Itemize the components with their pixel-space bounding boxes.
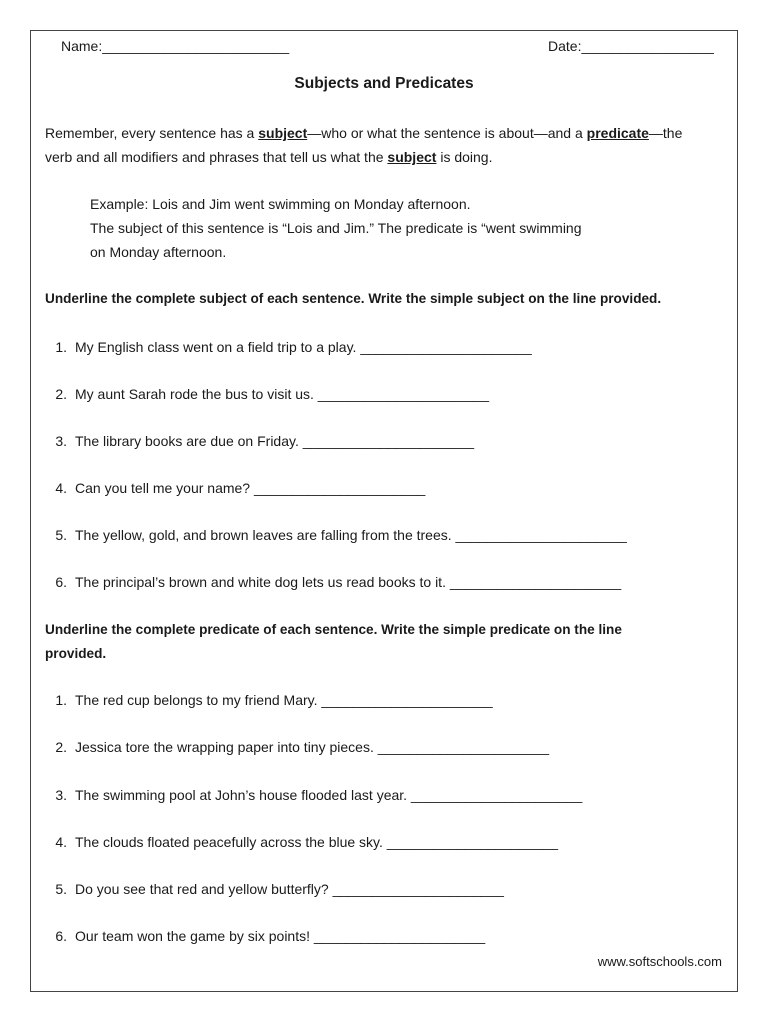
example-line-3: on Monday afternoon.	[90, 244, 227, 260]
list-item	[45, 479, 425, 497]
intro-text: —the	[648, 125, 683, 141]
page-title: Subjects and Predicates	[294, 75, 474, 92]
intro-text: is doing.	[436, 149, 493, 165]
item-text: The library books are due on Friday. ______________________	[75, 433, 475, 449]
list-item	[45, 833, 558, 851]
example-line-1: Example: Lois and Jim went swimming on Monday afternoon.	[90, 196, 471, 212]
list-item	[45, 880, 504, 898]
section-2-instruction-line-2: provided.	[45, 646, 107, 661]
example-line-2: The subject of this sentence is “Lois and Jim.” The predicate is “went swimming	[90, 220, 582, 236]
item-number: 1.	[55, 339, 67, 355]
name-field	[61, 37, 289, 55]
section-1-instruction: Underline the complete subject of each sentence. Write the simple subject on the line provided.	[45, 291, 662, 306]
item-text: My aunt Sarah rode the bus to visit us. ______________________	[75, 386, 490, 402]
item-number: 1.	[55, 692, 67, 708]
item-text: Our team won the game by six points! ______________________	[75, 928, 486, 944]
name-blank: ________________________	[102, 38, 290, 54]
list-item	[45, 385, 489, 403]
section-2-instruction-line-1: Underline the complete predicate of each sentence. Write the simple predicate on the line	[45, 622, 622, 637]
item-number: 3.	[55, 787, 67, 803]
date-label: Date:	[548, 38, 582, 54]
item-number: 6.	[55, 574, 67, 590]
item-text: Can you tell me your name? ______________________	[75, 480, 426, 496]
item-text: The principal’s brown and white dog lets us read books to it. ______________________	[75, 574, 622, 590]
item-number: 4.	[55, 834, 67, 850]
item-text: Do you see that red and yellow butterfly? ______________________	[75, 881, 504, 897]
name-label: Name:	[61, 38, 103, 54]
item-text: Jessica tore the wrapping paper into tiny pieces. ______________________	[75, 739, 550, 755]
intro-text: Remember, every sentence has a	[45, 125, 259, 141]
item-number: 2.	[55, 739, 67, 755]
list-item	[45, 338, 532, 356]
item-text: The clouds floated peacefully across the blue sky. ______________________	[75, 834, 559, 850]
intro-line-2	[45, 148, 492, 166]
item-number: 5.	[55, 881, 67, 897]
intro-line-1	[45, 124, 682, 142]
item-text: The swimming pool at John’s house flooded last year. ______________________	[75, 787, 583, 803]
list-item	[45, 927, 485, 945]
item-number: 3.	[55, 433, 67, 449]
item-number: 2.	[55, 386, 67, 402]
item-number: 4.	[55, 480, 67, 496]
list-item	[45, 526, 627, 544]
item-text: The yellow, gold, and brown leaves are falling from the trees. ______________________	[75, 527, 627, 543]
predicate-term: predicate	[586, 125, 649, 141]
list-item	[45, 786, 582, 804]
intro-text: verb and all modifiers and phrases that tell us what the	[45, 149, 388, 165]
date-field	[548, 37, 714, 55]
item-text: The red cup belongs to my friend Mary. ______________________	[75, 692, 493, 708]
item-number: 6.	[55, 928, 67, 944]
list-item	[45, 691, 493, 709]
subject-term: subject	[258, 125, 308, 141]
date-blank: _________________	[581, 38, 714, 54]
footer-url: www.softschools.com	[597, 954, 722, 969]
list-item	[45, 432, 474, 450]
item-number: 5.	[55, 527, 67, 543]
subject-term: subject	[387, 149, 437, 165]
intro-text: —who or what the sentence is about—and a	[307, 125, 587, 141]
list-item	[45, 738, 549, 756]
list-item	[45, 573, 621, 591]
item-text: My English class went on a field trip to a play. ______________________	[75, 339, 532, 355]
